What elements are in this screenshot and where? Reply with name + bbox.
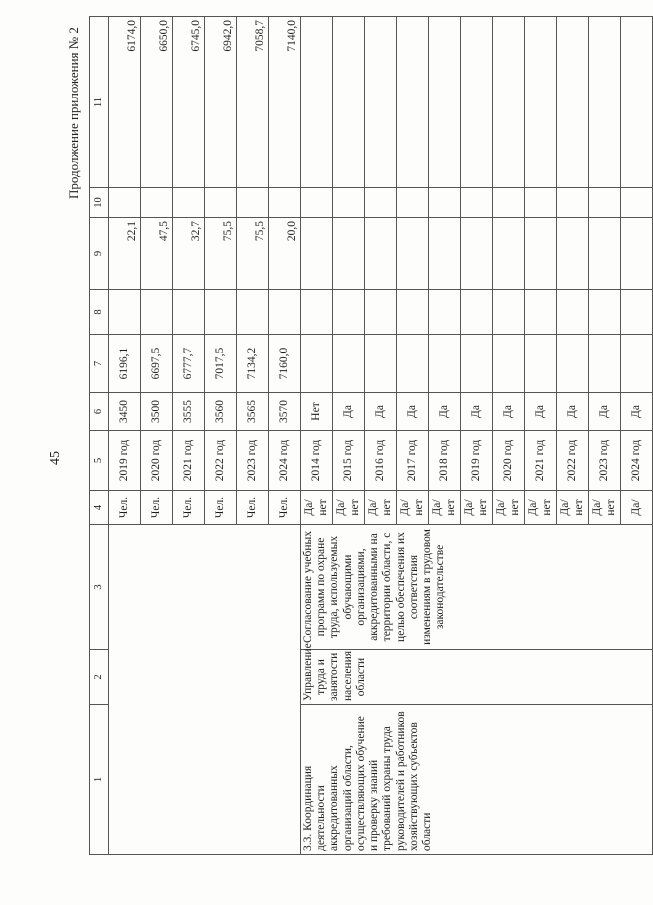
- year-cell: 2021 год: [173, 431, 205, 491]
- column-number-row: [90, 17, 109, 855]
- unit-cell: Да/ нет: [589, 491, 621, 525]
- unit-cell: Да/: [621, 491, 653, 525]
- value-cell: 3570: [269, 393, 301, 431]
- unit-cell: Чел.: [237, 491, 269, 525]
- value-cell: 20,0: [269, 218, 301, 290]
- column-number: 10: [90, 188, 109, 218]
- value-cell: 75,5: [205, 218, 237, 290]
- page-number: 45: [48, 451, 63, 465]
- year-cell: 2014 год: [301, 431, 333, 491]
- value-cell: 7134,2: [237, 335, 269, 393]
- year-cell: 2017 год: [397, 431, 429, 491]
- value-cell: 3565: [237, 393, 269, 431]
- column-number: 2: [90, 650, 109, 705]
- program-table: [89, 16, 653, 855]
- empty-cell: [365, 335, 397, 393]
- value-cell: 6650,0: [141, 17, 173, 188]
- value-cell: Да: [397, 393, 429, 431]
- empty-cell: [301, 188, 333, 218]
- value-cell: 6942,0: [205, 17, 237, 188]
- empty-cell: [237, 290, 269, 335]
- empty-cell: [141, 188, 173, 218]
- empty-cell: [333, 335, 365, 393]
- empty-cell: [173, 188, 205, 218]
- value-cell: 3555: [173, 393, 205, 431]
- empty-cell: [621, 335, 653, 393]
- year-cell: 2018 год: [429, 431, 461, 491]
- empty-cell: [429, 188, 461, 218]
- empty-cell: [557, 17, 589, 188]
- appendix-continuation-note: Продолжение приложения № 2: [66, 27, 81, 199]
- empty-cell: [461, 17, 493, 188]
- activity-cell: Согласование учебных программ по охране труда, используемых обучающими организациями, аккредитованными на территории области, с целью обеспечения их соответствия изменениям в трудовом законодательстве: [301, 525, 653, 650]
- empty-cell: [621, 218, 653, 290]
- empty-cell: [589, 290, 621, 335]
- empty-cell: [461, 335, 493, 393]
- unit-cell: Да/ нет: [365, 491, 397, 525]
- unit-cell: Чел.: [205, 491, 237, 525]
- column-number: 11: [90, 17, 109, 188]
- empty-cell: [397, 290, 429, 335]
- empty-cell: [557, 188, 589, 218]
- year-cell: 2021 год: [525, 431, 557, 491]
- year-cell: 2024 год: [269, 431, 301, 491]
- executor-cell: Управление труда и занятости населения области: [301, 650, 653, 705]
- empty-cell: [205, 290, 237, 335]
- year-cell: 2016 год: [365, 431, 397, 491]
- column-number: 6: [90, 393, 109, 431]
- empty-cell: [397, 188, 429, 218]
- empty-cell: [557, 335, 589, 393]
- year-cell: 2024 год: [621, 431, 653, 491]
- value-cell: Да: [365, 393, 397, 431]
- unit-cell: Да/ нет: [557, 491, 589, 525]
- unit-cell: Да/ нет: [493, 491, 525, 525]
- empty-cell: [493, 290, 525, 335]
- empty-cell: [461, 290, 493, 335]
- column-number: 7: [90, 335, 109, 393]
- empty-cell: [461, 188, 493, 218]
- empty-cell: [589, 335, 621, 393]
- empty-cell: [493, 218, 525, 290]
- value-cell: Да: [429, 393, 461, 431]
- value-cell: 6174,0: [109, 17, 141, 188]
- year-cell: 2020 год: [493, 431, 525, 491]
- empty-cell: [365, 218, 397, 290]
- empty-cell: [525, 290, 557, 335]
- empty-cell: [621, 290, 653, 335]
- year-cell: 2015 год: [333, 431, 365, 491]
- empty-cell: [525, 218, 557, 290]
- empty-cell: [525, 17, 557, 188]
- empty-cell: [301, 290, 333, 335]
- unit-cell: Да/ нет: [333, 491, 365, 525]
- unit-cell: Да/ нет: [429, 491, 461, 525]
- empty-cell: [525, 335, 557, 393]
- year-cell: 2022 год: [205, 431, 237, 491]
- value-cell: 32,7: [173, 218, 205, 290]
- year-cell: 2019 год: [461, 431, 493, 491]
- table-row: [301, 17, 333, 855]
- column-number: 5: [90, 431, 109, 491]
- unit-cell: Чел.: [109, 491, 141, 525]
- year-cell: 2023 год: [589, 431, 621, 491]
- value-cell: Да: [589, 393, 621, 431]
- value-cell: 75,5: [237, 218, 269, 290]
- value-cell: 47,5: [141, 218, 173, 290]
- empty-cell: [429, 335, 461, 393]
- blank-cell: [109, 525, 301, 855]
- empty-cell: [173, 290, 205, 335]
- empty-cell: [621, 17, 653, 188]
- empty-cell: [429, 290, 461, 335]
- value-cell: Да: [621, 393, 653, 431]
- empty-cell: [301, 218, 333, 290]
- value-cell: Да: [557, 393, 589, 431]
- empty-cell: [397, 335, 429, 393]
- value-cell: 3450: [109, 393, 141, 431]
- empty-cell: [429, 17, 461, 188]
- empty-cell: [301, 335, 333, 393]
- empty-cell: [589, 17, 621, 188]
- empty-cell: [461, 218, 493, 290]
- value-cell: Да: [525, 393, 557, 431]
- empty-cell: [365, 17, 397, 188]
- empty-cell: [397, 17, 429, 188]
- column-number: 1: [90, 705, 109, 855]
- section-name-cell: 3.3. Координация деятельности аккредитованных организаций области, осуществляющих обучение и проверку знаний требований охраны труда руководителей и работников хозяйствующих субъектов области: [301, 705, 653, 855]
- value-cell: Да: [333, 393, 365, 431]
- empty-cell: [109, 188, 141, 218]
- column-number: 4: [90, 491, 109, 525]
- empty-cell: [429, 218, 461, 290]
- empty-cell: [525, 188, 557, 218]
- value-cell: 22,1: [109, 218, 141, 290]
- value-cell: 6777,7: [173, 335, 205, 393]
- empty-cell: [141, 290, 173, 335]
- column-number: 8: [90, 290, 109, 335]
- empty-cell: [621, 188, 653, 218]
- year-cell: 2019 год: [109, 431, 141, 491]
- unit-cell: Чел.: [173, 491, 205, 525]
- empty-cell: [365, 290, 397, 335]
- empty-cell: [205, 188, 237, 218]
- empty-cell: [301, 17, 333, 188]
- value-cell: Да: [493, 393, 525, 431]
- empty-cell: [589, 218, 621, 290]
- column-number: 9: [90, 218, 109, 290]
- value-cell: 7017,5: [205, 335, 237, 393]
- empty-cell: [493, 335, 525, 393]
- empty-cell: [493, 188, 525, 218]
- year-cell: 2020 год: [141, 431, 173, 491]
- value-cell: 3500: [141, 393, 173, 431]
- value-cell: 6745,0: [173, 17, 205, 188]
- empty-cell: [333, 188, 365, 218]
- empty-cell: [333, 218, 365, 290]
- value-cell: 3560: [205, 393, 237, 431]
- year-cell: 2022 год: [557, 431, 589, 491]
- unit-cell: Чел.: [141, 491, 173, 525]
- empty-cell: [237, 188, 269, 218]
- value-cell: 7160,0: [269, 335, 301, 393]
- value-cell: 7140,0: [269, 17, 301, 188]
- value-cell: Нет: [301, 393, 333, 431]
- unit-cell: Да/ нет: [525, 491, 557, 525]
- unit-cell: Чел.: [269, 491, 301, 525]
- value-cell: 6196,1: [109, 335, 141, 393]
- empty-cell: [269, 290, 301, 335]
- year-cell: 2023 год: [237, 431, 269, 491]
- empty-cell: [365, 188, 397, 218]
- value-cell: 6697,5: [141, 335, 173, 393]
- empty-cell: [333, 17, 365, 188]
- empty-cell: [557, 290, 589, 335]
- value-cell: 7058,7: [237, 17, 269, 188]
- empty-cell: [269, 188, 301, 218]
- unit-cell: Да/ нет: [461, 491, 493, 525]
- empty-cell: [557, 218, 589, 290]
- empty-cell: [109, 290, 141, 335]
- unit-cell: Да/ нет: [301, 491, 333, 525]
- empty-cell: [493, 17, 525, 188]
- table-row: [109, 17, 141, 855]
- column-number: 3: [90, 525, 109, 650]
- unit-cell: Да/ нет: [397, 491, 429, 525]
- empty-cell: [397, 218, 429, 290]
- empty-cell: [589, 188, 621, 218]
- empty-cell: [333, 290, 365, 335]
- value-cell: Да: [461, 393, 493, 431]
